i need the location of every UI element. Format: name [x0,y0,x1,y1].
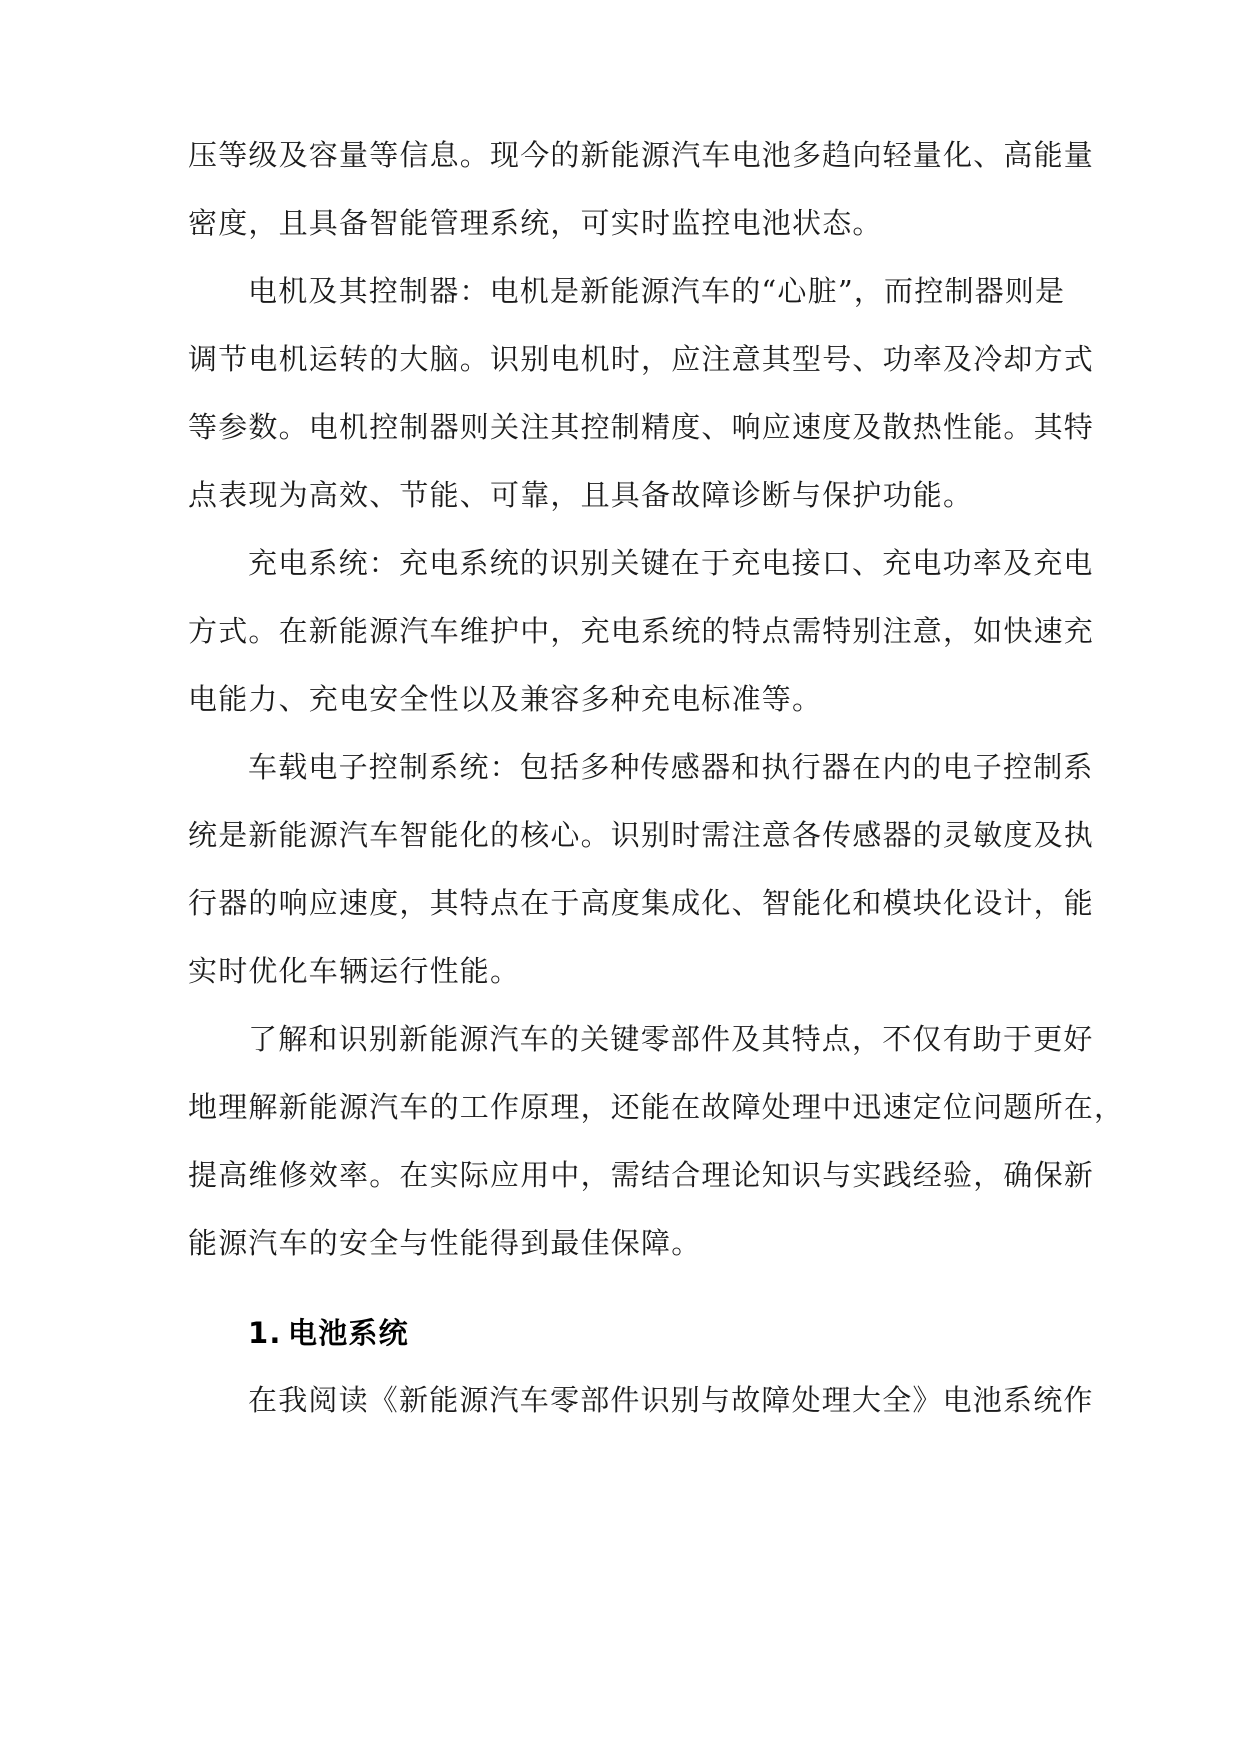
paragraph-start-line: 车载电子控制系统：包括多种传感器和执行器在内的电子控制系 [248,750,1094,784]
paragraph-start-line: 了解和识别新能源汽车的关键零部件及其特点，不仅有助于更好 [248,1022,1094,1056]
text-line: 提高维修效率。在实际应用中，需结合理论知识与实践经验，确保新 [188,1158,1095,1192]
paragraph-start-line: 在我阅读《新能源汽车零部件识别与故障处理大全》电池系统作 [248,1383,1094,1417]
text-line: 密度，且具备智能管理系统，可实时监控电池状态。 [188,206,883,240]
text-line: 行器的响应速度，其特点在于高度集成化、智能化和模块化设计，能 [188,886,1095,920]
text-line: 能源汽车的安全与性能得到最佳保障。 [188,1226,702,1260]
text-line: 等参数。电机控制器则关注其控制精度、响应速度及散热性能。其特 [188,410,1095,444]
section-title: 电池系统 [288,1316,409,1350]
text-line: 调节电机运转的大脑。识别电机时，应注意其型号、功率及冷却方式 [188,342,1095,376]
text-line: 压等级及容量等信息。现今的新能源汽车电池多趋向轻量化、高能量 [188,138,1095,172]
text-line: 地理解新能源汽车的工作原理，还能在故障处理中迅速定位问题所在， [188,1090,1125,1124]
section-number: 1. [248,1316,282,1350]
text-line: 电能力、充电安全性以及兼容多种充电标准等。 [188,682,823,716]
text-line: 点表现为高效、节能、可靠，且具备故障诊断与保护功能。 [188,478,974,512]
text-line: 实时优化车辆运行性能。 [188,954,521,988]
section-heading [248,1311,409,1355]
text-line: 统是新能源汽车智能化的核心。识别时需注意各传感器的灵敏度及执 [188,818,1095,852]
text-line: 方式。在新能源汽车维护中，充电系统的特点需特别注意，如快速充 [188,614,1095,648]
paragraph-start-line: 充电系统：充电系统的识别关键在于充电接口、充电功率及充电 [248,546,1094,580]
paragraph-start-line: 电机及其控制器：电机是新能源汽车的“心脏”，而控制器则是 [248,274,1066,308]
